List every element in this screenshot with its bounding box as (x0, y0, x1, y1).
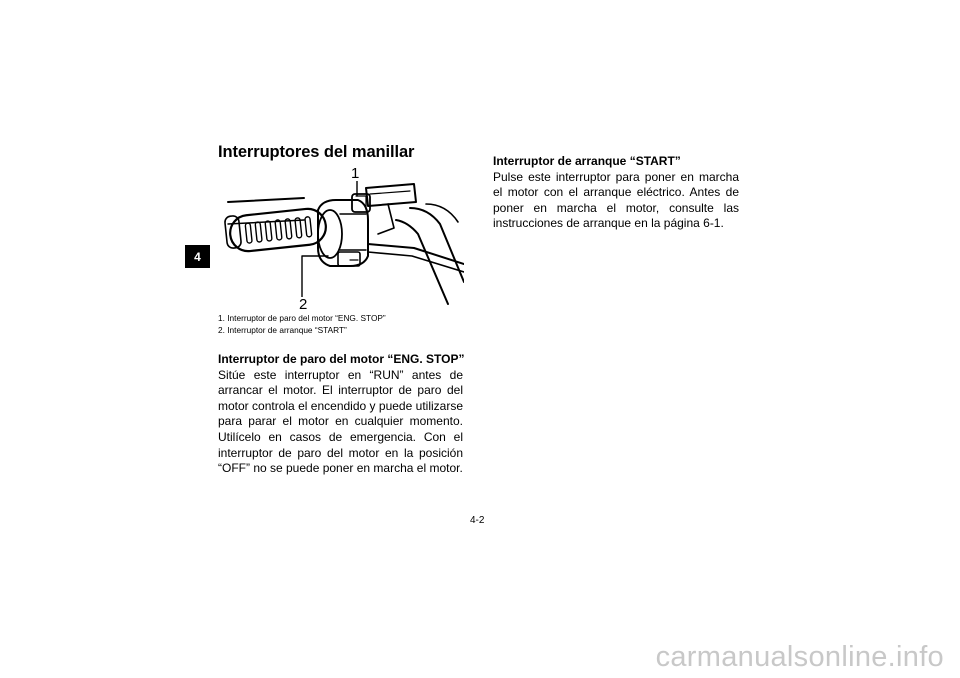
figure-callout-1: 1 (351, 165, 360, 182)
start-body: Pulse este interruptor para poner en marcha el motor con el arranque eléctrico. Antes de poner en marcha el motor, consulte las instrucciones de arranque en la página 6-1. (493, 169, 739, 231)
eng-stop-body: Sitúe este interruptor en “RUN” antes de arrancar el motor. El interruptor de paro del motor controla el encendido y puede utilizarse para parar el motor en cualquier momento. Utilícelo en casos de emergencia. Con el interruptor de paro del motor en la posición “OFF” no se puede poner en marcha el motor. (218, 367, 463, 476)
figure-callout-2: 2 (299, 296, 308, 313)
figure-caption-2: 2. Interruptor de arranque “START” (218, 325, 347, 335)
section-title: Interruptores del manillar (218, 143, 415, 161)
eng-stop-section (218, 352, 463, 477)
watermark: carmanualsonline.info (655, 641, 944, 673)
handlebar-illustration (218, 164, 464, 312)
chapter-tab: 4 (185, 245, 210, 268)
figure-captions (218, 312, 468, 336)
page-number: 4-2 (470, 515, 485, 526)
start-section (493, 154, 739, 232)
handlebar-switch-figure (218, 164, 464, 312)
figure-caption-1: 1. Interruptor de paro del motor “ENG. STOP” (218, 313, 386, 323)
start-heading: Interruptor de arranque “START” (493, 154, 681, 168)
eng-stop-heading: Interruptor de paro del motor “ENG. STOP” (218, 352, 465, 366)
